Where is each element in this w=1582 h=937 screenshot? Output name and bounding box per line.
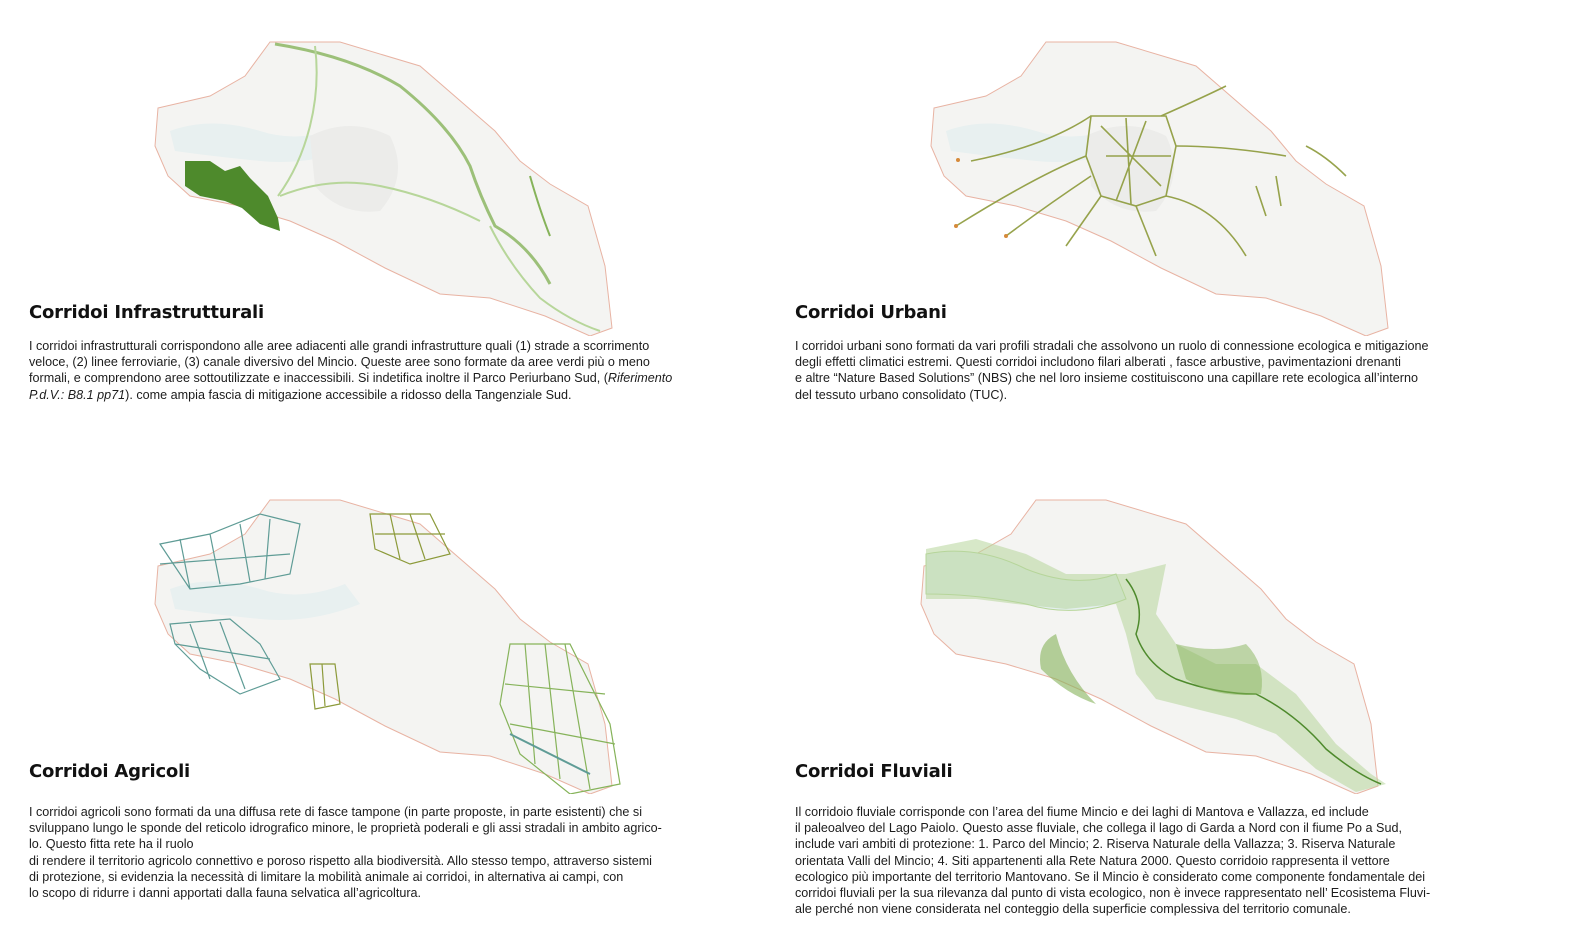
- panel-urbani: [766, 0, 1557, 468]
- panel-title: Corridoi Fluviali: [795, 761, 953, 782]
- map-fluviali: [916, 494, 1396, 794]
- panel-description: I corridoi urbani sono formati da vari profili stradali che assolvono un ruolo di connessione ecologica e mitigazione degli effetti climatici estremi. Questi corridoi includono filari alberati , fasce arbustive, pavimentazioni drenanti e altre “Nature Based Solutions” (NBS) che nel loro insieme costituiscono una capillare rete ecologica all’interno del tessuto urbano consolidato (TUC).: [795, 339, 1429, 402]
- map-urbani: [926, 36, 1406, 336]
- panel-agricoli: [0, 468, 791, 936]
- node-marker: [1004, 234, 1008, 238]
- panel-title: Corridoi Urbani: [795, 302, 947, 323]
- panel-title: Corridoi Infrastrutturali: [29, 302, 264, 323]
- panel-description: Il corridoio fluviale corrisponde con l’area del fiume Mincio e dei laghi di Mantova e Vallazza, ed include il paleoalveo del Lago Paiolo. Questo asse fluviale, che collega il lago di Garda a Nord con il fiume Po a Sud, include vari ambiti di protezione: 1. Parco del Mincio; 2. Riserva Naturale della Vallazza; 3. Riserva Naturale orientata Valli del Mincio; 4. Siti appartenenti alla Rete Natura 2000. Questo corridoio rappresenta il vettore ecologico più importante del territorio Mantovano. Se il Mincio è considerato come componente fondamentale dei corridoi fluviali per la sua rilevanza dal punto di vista ecologico, non è invece rappresentato nell’ Ecosistema Fluvi- ale perché non viene considerata nel conteggio della superficie complessiva del territorio comunale.: [795, 805, 1431, 917]
- panel-title: Corridoi Agricoli: [29, 761, 191, 782]
- node-marker: [954, 224, 958, 228]
- node-marker: [956, 158, 960, 162]
- map-agricoli: [150, 494, 630, 794]
- panel-description: I corridoi infrastrutturali corrispondono alle aree adiacenti alle grandi infrastrutture quali (1) strade a scorrimento veloce, (2) linee ferroviarie, (3) canale diversivo del Mincio. Queste aree sono formate da aree verdi più o meno formali, e comprendono aree sottoutilizzate e inaccessibili. Si indetifica inoltre il Parco Periurbano Sud, (Riferimento P.d.V.: B8.1 pp71). come ampia fascia di mitigazione accessibile a ridosso della Tangenziale Sud.: [29, 339, 673, 402]
- map-infrastrutturali: [150, 36, 630, 336]
- panel-description: I corridoi agricoli sono formati da una diffusa rete di fasce tampone (in parte proposte, in parte esistenti) che si sviluppano lungo le sponde del reticolo idrografico minore, le proprietà poderali e gli assi stradali in ambito agrico- lo. Questo fitta rete ha il ruolo di rendere il territorio agricolo connettivo e poroso rispetto alla biodiversità. Allo stesso tempo, attraverso sistemi di protezione, si evidenzia la necessità di limitare la mobilità animale ai corridoi, in alternativa ai campi, con lo scopo di ridurre i danni apportati dalla fauna selvatica all’agricoltura.: [29, 805, 662, 901]
- panel-fluviali: [766, 468, 1557, 936]
- panel-infrastrutturali: [0, 0, 791, 468]
